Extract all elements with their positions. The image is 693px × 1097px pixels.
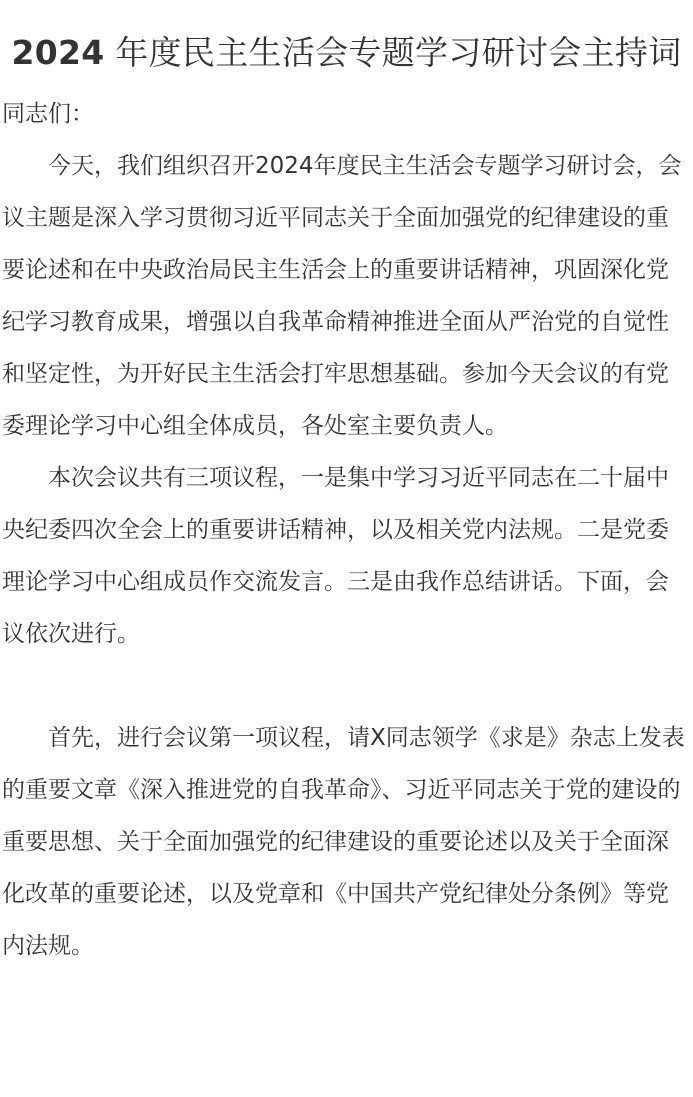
paragraph-agenda: 本次会议共有三项议程，一是集中学习习近平同志在二十届中央纪委四次全会上的重要讲话精神，以及相关党内法规。二是党委理论学习中心组成员作交流发言。三是由我作总结讲话。下面，会议依次进行。 — [2, 465, 669, 647]
paragraph-first-item: 首先，进行会议第一项议程，请X同志领学《求是》杂志上发表的重要文章《深入推进党的自我革命》、习近平同志关于党的建设的重要思想、关于全面加强党的纪律建设的重要论述以及关于全面深化改革的重要论述，以及党章和《中国共产党纪律处分条例》等党内法规。 — [2, 725, 685, 959]
title-year: 2024 — [11, 33, 105, 72]
document-body — [2, 88, 691, 972]
paragraph-opening: 今天，我们组织召开2024年度民主生活会专题学习研讨会，会议主题是深入学习贯彻习近平同志关于全面加强党的纪律建设的重要论述和在中央政治局民主生活会上的重要讲话精神，巩固深化党纪学习教育成果，增强以自我革命精神推进全面从严治党的自觉性和坚定性，为开好民主生活会打牢思想基础。参加今天会议的有党委理论学习中心组全体成员，各处室主要负责人。 — [2, 153, 682, 439]
title-text: 年度民主生活会专题学习研讨会主持词 — [115, 33, 682, 72]
document-title — [2, 0, 691, 76]
salutation: 同志们： — [2, 101, 94, 127]
